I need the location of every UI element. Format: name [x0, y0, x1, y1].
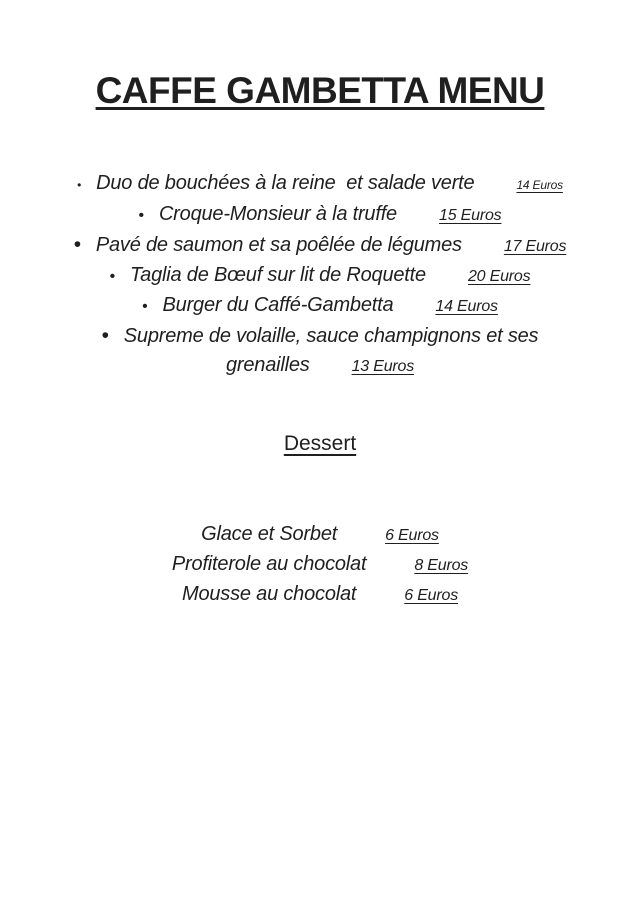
menu-item-name: Duo de bouchées à la reine et salade verte	[96, 171, 475, 194]
menu-item-price: 20 Euros	[467, 267, 531, 285]
menu-item-name: Croque-Monsieur à la truffe	[158, 202, 397, 225]
bullet-icon: •	[109, 267, 115, 285]
menu-item-price: 17 Euros	[503, 237, 567, 255]
dessert-heading: Dessert	[283, 431, 357, 455]
menu-item-name: Pavé de saumon et sa poêlée de légumes	[95, 233, 462, 256]
menu-item	[0, 230, 640, 261]
menu-item-name: Supreme de volaille, sauce champignons et ses grenailles	[123, 324, 544, 376]
bullet-icon: •	[142, 297, 148, 315]
bullet-icon: •	[138, 206, 144, 224]
menu-list	[0, 169, 640, 381]
bullet-icon: •	[73, 232, 81, 256]
dessert-item-name: Profiterole au chocolat	[171, 552, 367, 575]
menu-item	[0, 200, 640, 230]
menu-item-price: 14 Euros	[516, 177, 563, 192]
menu-item-price: 14 Euros	[435, 297, 498, 315]
dessert-item-price: 8 Euros	[414, 556, 469, 574]
menu-item-price: 13 Euros	[351, 357, 415, 375]
menu-item	[0, 291, 640, 321]
dessert-item	[0, 520, 640, 550]
menu-item	[70, 321, 570, 381]
bullet-icon: •	[77, 177, 82, 192]
menu-item-name: Taglia de Bœuf sur lit de Roquette	[129, 263, 426, 286]
page-title: CAFFE GAMBETTA MENU	[95, 70, 545, 111]
dessert-item-name: Mousse au chocolat	[181, 582, 357, 605]
dessert-item-name: Glace et Sorbet	[201, 522, 338, 545]
dessert-item-price: 6 Euros	[404, 586, 459, 604]
bullet-icon: •	[101, 323, 109, 347]
menu-item-price: 15 Euros	[439, 206, 502, 224]
menu-item-name: Burger du Caffé-Gambetta	[162, 293, 394, 316]
dessert-item	[0, 580, 640, 610]
menu-item	[0, 261, 640, 291]
dessert-item-price: 6 Euros	[385, 526, 439, 544]
dessert-list	[0, 520, 640, 610]
menu-item	[0, 169, 640, 200]
dessert-item	[0, 550, 640, 580]
